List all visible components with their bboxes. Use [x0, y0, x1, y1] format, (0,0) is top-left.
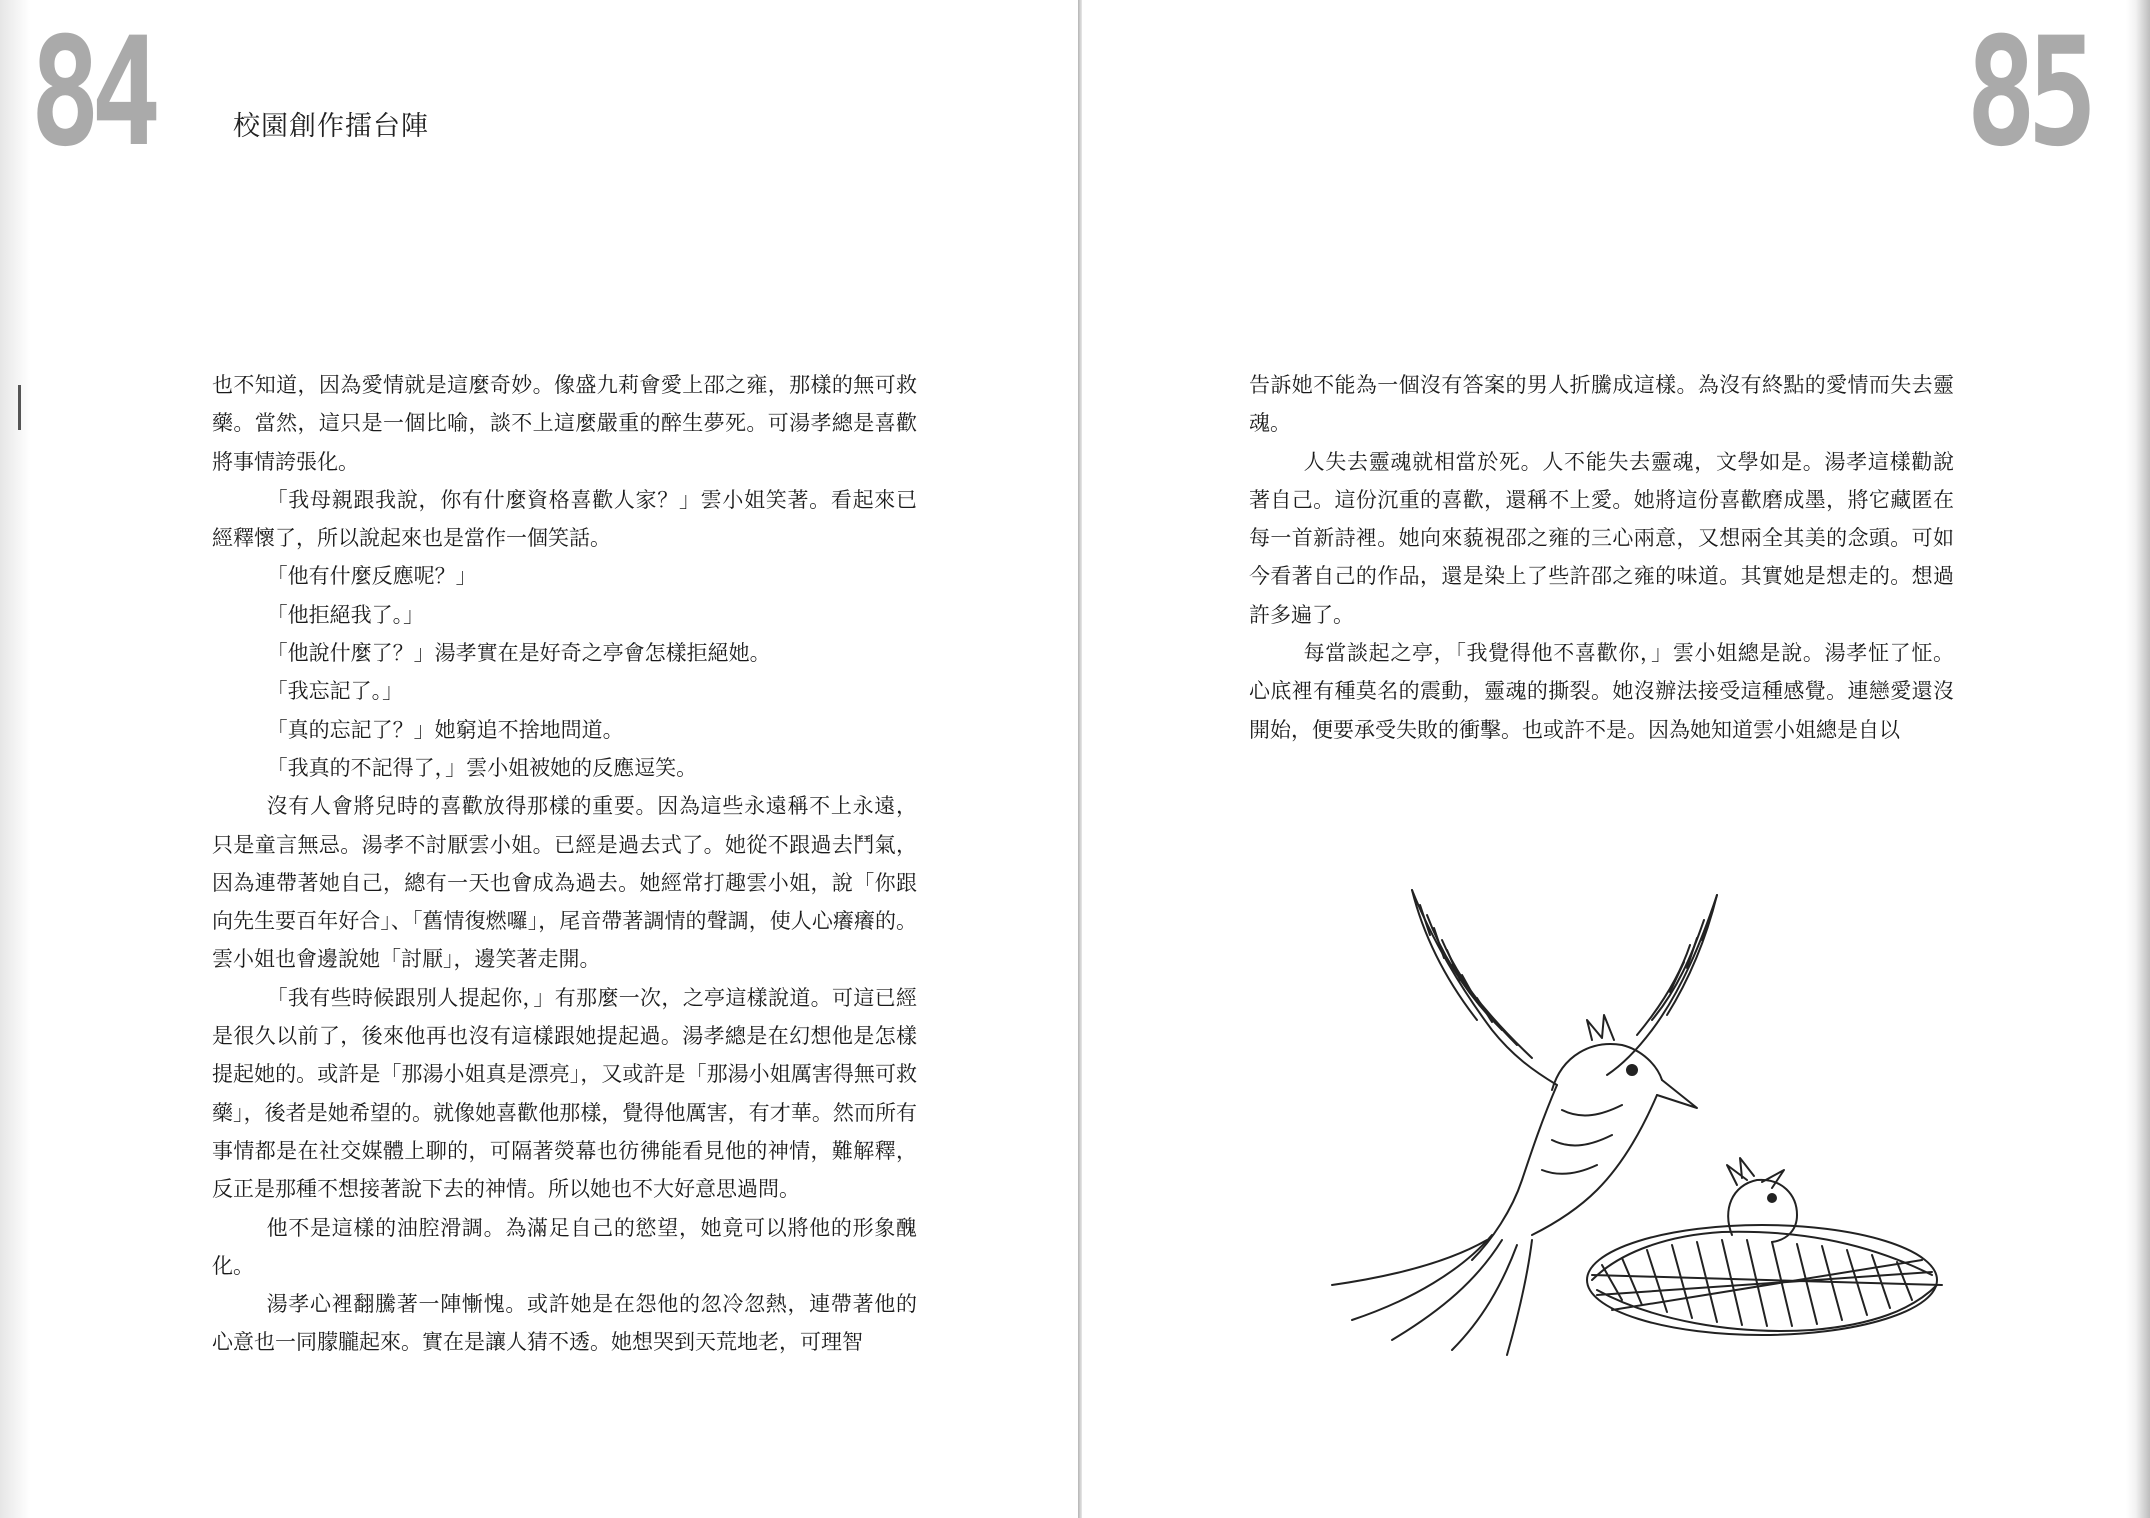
paragraph: 「我真的不記得了，」雲小姐被她的反應逗笑。 — [266, 755, 698, 780]
paragraph: 他不是這樣的油腔滑調。為滿足自己的慾望，她竟可以將他的形象醜化。 — [212, 1215, 917, 1278]
paragraph: 每當談起之亭，「我覺得他不喜歡你，」雲小姐總是說。湯孝怔了怔。心底裡有種莫名的震動，靈魂的撕裂。她沒辦法接受這種感覺。連戀愛還沒開始，便要承受失敗的衝擊。也或許不是。因為她知道雲小姐總是自以 — [1249, 641, 1954, 742]
bird-nest-illustration — [1292, 880, 1972, 1360]
paragraph: 也不知道，因為愛情就是這麼奇妙。像盛九莉會愛上邵之雍，那樣的無可救藥。當然，這只是一個比喻，談不上這麼嚴重的醉生夢死。可湯孝總是喜歡將事情誇張化。 — [212, 373, 917, 474]
paragraph: 「他說什麼了？」湯孝實在是好奇之亭會怎樣拒絕她。 — [266, 641, 771, 666]
margin-mark — [18, 385, 21, 430]
paragraph: 「真的忘記了？」她窮追不捨地問道。 — [266, 717, 624, 742]
paragraph: 「他有什麼反應呢？」 — [266, 564, 477, 589]
paragraph: 告訴她不能為一個沒有答案的男人折騰成這樣。為沒有終點的愛情而失去靈魂。 — [1249, 373, 1954, 436]
body-text — [1249, 366, 1954, 749]
paragraph: 人失去靈魂就相當於死。人不能失去靈魂，文學如是。湯孝這樣勸說著自己。這份沉重的喜歡，還稱不上愛。她將這份喜歡磨成墨，將它藏匿在每一首新詩裡。她向來藐視邵之雍的三心兩意，又想兩全其美的念頭。可如今看著自己的作品，還是染上了些許邵之雍的味道。其實她是想走的。想過許多遍了。 — [1249, 449, 1954, 627]
paragraph: 「我母親跟我說，你有什麼資格喜歡人家？」雲小姐笑著。看起來已經釋懷了，所以說起來也是當作一個笑話。 — [212, 487, 917, 551]
paragraph: 沒有人會將兒時的喜歡放得那樣的重要。因為這些永遠稱不上永遠，只是童言無忌。湯孝不討厭雲小姐。已經是過去式了。她從不跟過去鬥氣，因為連帶著她自己，總有一天也會成為過去。她經常打趣雲小姐，說「你跟向先生要百年好合」、「舊情復燃囉」，尾音帶著調情的聲調，使人心癢癢的。雲小姐也會邊說她「討厭」，邊笑著走開。 — [212, 794, 917, 972]
page-edge-shadow — [2126, 0, 2150, 1518]
page-edge-shadow — [0, 0, 30, 1518]
right-page — [1082, 0, 2150, 1518]
paragraph: 湯孝心裡翻騰著一陣慚愧。或許她是在怨他的忽冷忽熱，連帶著他的心意也一同朦朧起來。實在是讓人猜不透。她想哭到天荒地老，可理智 — [212, 1292, 917, 1355]
body-text — [212, 366, 917, 1362]
running-title: 校園創作擂台陣 — [233, 111, 429, 142]
paragraph: 「他拒絕我了。」 — [266, 602, 425, 627]
page-number: 85 — [1966, 6, 2089, 180]
page-number: 84 — [30, 6, 153, 180]
paragraph: 「我有些時候跟別人提起你，」有那麼一次，之亭這樣說道。可這已經是很久以前了，後來他再也沒有這樣跟她提起過。湯孝總是在幻想他是怎樣提起她的。或許是「那湯小姐真是漂亮」，又或許是「那湯小姐厲害得無可救藥」，後者是她希望的。就像她喜歡他那樣，覺得他厲害，有才華。然而所有事情都是在社交媒體上聊的，可隔著熒幕也彷彿能看見他的神情，難解釋，反正是那種不想接著說下去的神情。所以她也不大好意思過問。 — [212, 985, 917, 1202]
paragraph: 「我忘記了。」 — [266, 679, 404, 704]
